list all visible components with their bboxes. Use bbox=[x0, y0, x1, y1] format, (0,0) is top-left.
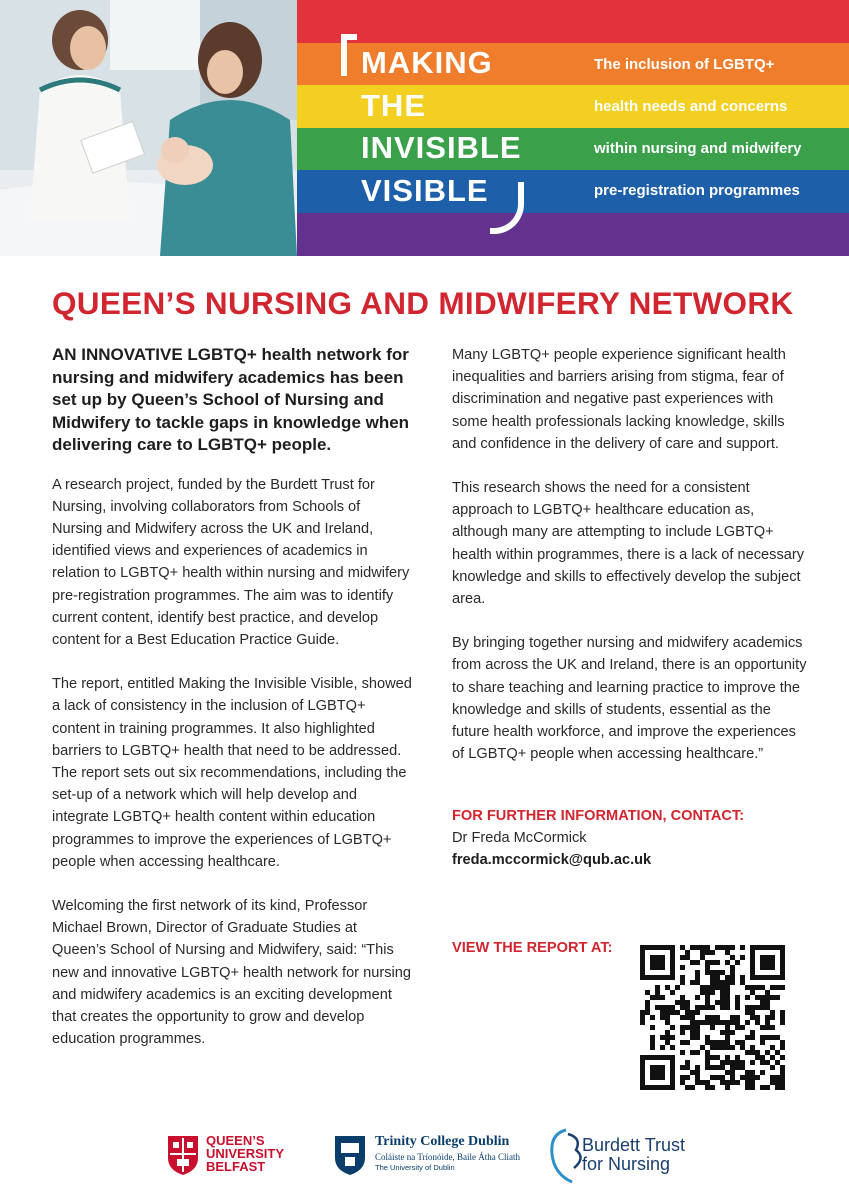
header-banner bbox=[0, 0, 849, 256]
bracket-top-left-icon bbox=[341, 34, 357, 76]
body-paragraph: By bringing together nursing and midwifery academics from across the UK and Ireland, there is an opportunity to share teaching and learning practice to improve the knowledge and skills of students, essential as the future health workforce, and improve the experiences of LGBTQ+ people when accessing healthcare.” bbox=[452, 635, 807, 763]
body-paragraph: Many LGBTQ+ people experience significant health inequalities and barriers arising from stigma, fear of discrimination and negative past experiences with some health professionals lacking knowledge, skills and confidence in the delivery of care and support. bbox=[452, 347, 786, 452]
tcd-irish-name: Coláiste na Tríonóide, Baile Átha Cliath bbox=[375, 1152, 520, 1162]
tcd-logo bbox=[333, 1134, 520, 1180]
qub-name-line: QUEEN’S bbox=[206, 1133, 265, 1148]
banner-tagline-line: health needs and concerns bbox=[594, 98, 788, 115]
banner-title-line: THE bbox=[361, 88, 426, 123]
body-paragraph: Welcoming the first network of its kind, Professor Michael Brown, Director of Graduate Studies at Queen’s School of Nursing and Midwifery, said: “This new and innovative LGBTQ+ health network for nursing and midwifery academics is an exciting development that creates the opportunity to grow and develop education programmes. bbox=[52, 897, 411, 1048]
nurse-with-mother-photo bbox=[0, 0, 297, 256]
burdett-name-line: Burdett Trust bbox=[582, 1135, 686, 1155]
rainbow-flag-panel bbox=[297, 0, 849, 256]
qub-name-line: BELFAST bbox=[206, 1159, 266, 1174]
body-paragraph: A research project, funded by the Burdett Trust for Nursing, involving collaborators from Schools of Nursing and Midwifery across the UK and Ireland, identified views and experiences of academics in relation to LGBTQ+ health within nursing and midwifery pre-registration programmes. The aim was to identify current content, identify best practice, and develop content for a Best Education Practice Guide. bbox=[52, 476, 410, 648]
banner-title-line: VISIBLE bbox=[361, 173, 489, 208]
lead-paragraph: AN INNOVATIVE LGBTQ+ health network for nursing and midwifery academics has been set up by Queen’s School of Nursing and Midwifery to tackle gaps in knowledge when delivering care to LGBTQ+ people. bbox=[52, 345, 410, 454]
tcd-subtitle: The University of Dublin bbox=[375, 1163, 455, 1172]
qub-crest-icon bbox=[166, 1134, 200, 1176]
logo-strip bbox=[0, 1120, 849, 1190]
stripe-red bbox=[297, 0, 849, 43]
banner-title-line: INVISIBLE bbox=[361, 130, 522, 165]
burdett-swirl-icon bbox=[546, 1124, 586, 1186]
report-heading: VIEW THE REPORT AT: bbox=[452, 940, 613, 956]
qr-code-icon[interactable] bbox=[640, 945, 785, 1090]
qub-name-line: UNIVERSITY bbox=[206, 1146, 285, 1161]
contact-name: Dr Freda McCormick bbox=[452, 830, 587, 847]
banner-tagline-line: pre-registration programmes bbox=[594, 182, 800, 199]
right-column bbox=[452, 344, 812, 871]
burdett-name-line: for Nursing bbox=[582, 1154, 671, 1174]
burdett-logo bbox=[546, 1124, 686, 1190]
banner-tagline-line: within nursing and midwifery bbox=[594, 140, 802, 157]
body-paragraph: The report, entitled Making the Invisible Visible, showed a lack of consistency in the inclusion of LGBTQ+ content in training programmes. It also highlighted barriers to LGBTQ+ health that need to be addressed. The report sets out six recommendations, including the set-up of a network which will help develop and integrate LGBTQ+ health content within education programmes to improve the experiences of LGBTQ+ people when accessing healthcare. bbox=[52, 676, 412, 870]
header-photo bbox=[0, 0, 297, 256]
tcd-name: Trinity College Dublin bbox=[375, 1134, 510, 1149]
contact-email-link[interactable]: freda.mccormick@qub.ac.uk bbox=[452, 852, 652, 869]
body-paragraph: This research shows the need for a consistent approach to LGBTQ+ healthcare education as, although many are attempting to include LGBTQ+ health within programmes, there is a lack of necessary knowledge and skills to effectively develop the subject area. bbox=[452, 480, 805, 608]
contact-heading: FOR FURTHER INFORMATION, CONTACT: bbox=[452, 808, 745, 825]
banner-title-line: MAKING bbox=[361, 45, 493, 80]
banner-tagline-line: The inclusion of LGBTQ+ bbox=[594, 56, 775, 73]
page-title: QUEEN’S NURSING AND MIDWIFERY NETWORK bbox=[52, 285, 794, 321]
tcd-crest-icon bbox=[333, 1134, 367, 1176]
stripe-purple bbox=[297, 213, 849, 256]
qub-logo bbox=[166, 1133, 285, 1180]
left-column bbox=[52, 344, 412, 1072]
